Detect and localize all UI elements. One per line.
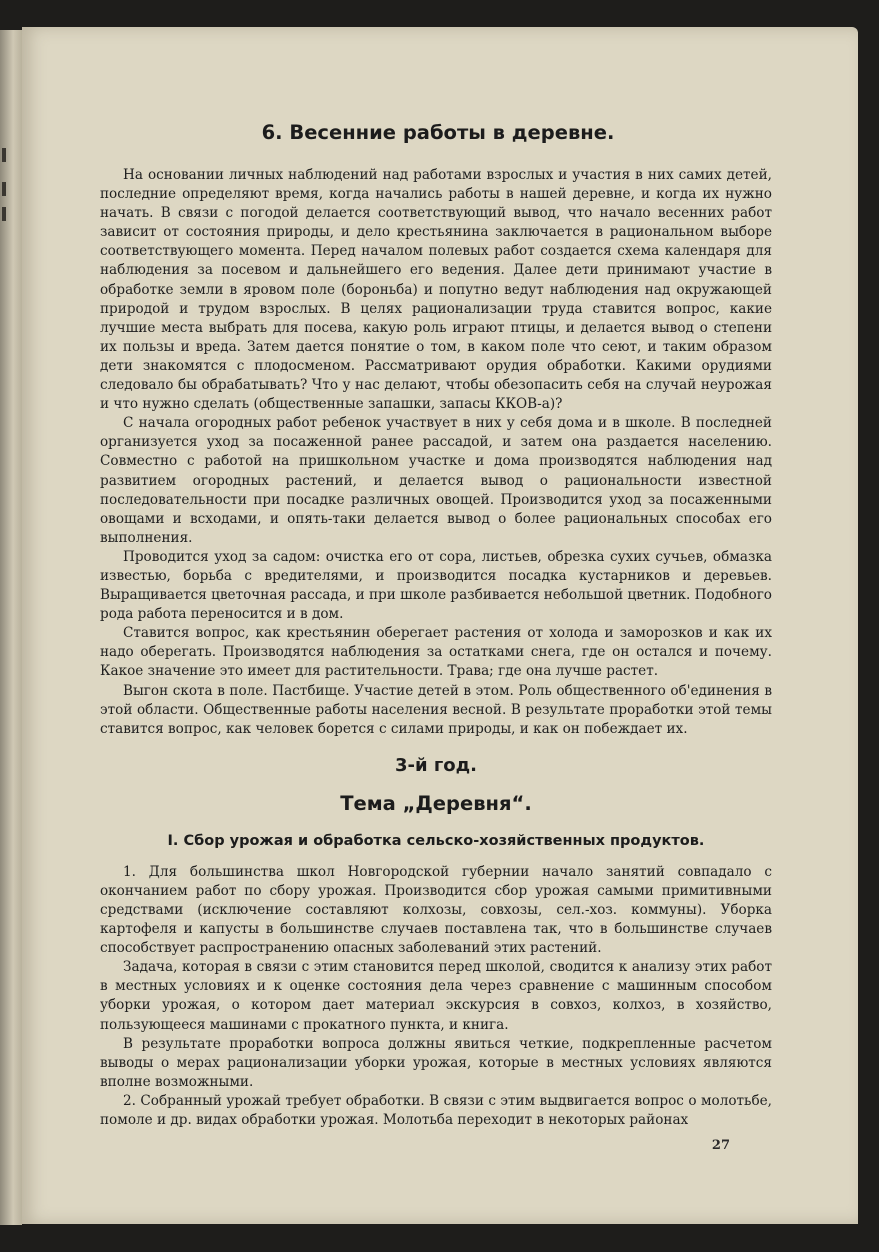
- subsection-body: [100, 863, 772, 1130]
- left-page-text-fragment: [2, 148, 6, 162]
- paragraph: С начала огородных работ ребенок участвует в них у себя дома и в школе. В последней организуется уход за посаженной ранее рассадой, и затем она раздается населению. Совместно с работой на пришкольном участке и дома производятся наблюдения над развитием огородных растений, и делается вывод о рациональности известной последовательности при посадке различных овощей. Производится уход за посаженными овощами и всходами, и опять-таки делается вывод о более рациональных способах его выполнения.: [100, 415, 772, 546]
- paragraph: На основании личных наблюдений над работами взрослых и участия в них самих детей, последние определяют время, когда начались работы в нашей деревне, и когда их нужно начать. В связи с погодой делается соответствующий вывод, что начало весенних работ зависит от состояния природы, и дело крестьянина заключается в рациональном выборе соответствующего момента. Перед началом полевых работ создается схема календаря для наблюдения за посевом и дальнейшего его ведения. Далее дети принимают участие в обработке земли в яровом поле (бороньба) и попутно ведут наблюдения над окружающей природой и трудом взрослых. В целях рационализации труда ставится вопрос, какие лучшие места выбрать для посева, какую роль играют птицы, и делается вывод о степени их пользы и вреда. Затем дается понятие о том, в каком поле что сеют, и таким образом дети знакомятся с плодосменом. Рассматривают орудия обработки. Какими орудиями следовало бы обрабатывать? Что у нас делают, чтобы обезопасить себя на случай неурожая и что нужно сделать (общественные запашки, запасы ККОВ-а)?: [100, 167, 772, 413]
- book-page: [22, 27, 858, 1224]
- paragraph: Проводится уход за садом: очистка его от сора, листьев, обрезка сухих сучьев, обмазка известью, борьба с вредителями, и производится посадка кустарников и деревьев. Выращивается цветочная рассада, и при школе разбивается небольшой цветник. Подобного рода работа переносится и в дом.: [100, 548, 772, 623]
- paragraph: Задача, которая в связи с этим становится перед школой, сводится к анализу этих работ в местных условиях и к оценке состояния дела через сравнение с машинным способом уборки урожая, о котором дает материал экскурсия в совхоз, колхоз, в хозяйство, пользующееся машинами с прокатного пункта, и книга.: [100, 959, 772, 1033]
- paragraph: 1. Для большинства школ Новгородской губернии начало занятий совпадало с окончанием работ по сбору урожая. Производится сбор урожая самыми примитивными средствами (исключение составляют колхозы, совхозы, сел.-хоз. коммуны). Уборка картофеля и капусты в большинстве случаев поставлена так, что в большинстве случаев способствует распространению опасных заболеваний этих растений.: [100, 863, 772, 957]
- left-page-text-fragment: [2, 182, 6, 196]
- subsection-title: I. Сбор урожая и обработка сельско-хозяйственных продуктов.: [167, 832, 705, 849]
- page-number: 27: [711, 1138, 730, 1153]
- theme-heading: Тема „Деревня“.: [340, 791, 532, 815]
- paragraph: Ставится вопрос, как крестьянин оберегает растения от холода и заморозков и как их надо оберегать. Производятся наблюдения за остатками снега, где он остался и почему. Какое значение это имеет для растительности. Трава; где она лучше растет.: [100, 625, 772, 680]
- left-page-text-fragment: [2, 207, 6, 221]
- section-body: [100, 166, 772, 739]
- paragraph: В результате проработки вопроса должны явиться четкие, подкрепленные расчетом выводы о мерах рационализации уборки урожая, которые в местных условиях являются вполне возможными.: [100, 1035, 772, 1090]
- year-heading: 3-й год.: [394, 754, 478, 776]
- paragraph: Выгон скота в поле. Пастбище. Участие детей в этом. Роль общественного об'единения в этой области. Общественные работы населения весной. В результате проработки этой темы ставится вопрос, как человек борется с силами природы, и как он побеждает их.: [100, 682, 772, 737]
- page-content: [100, 121, 772, 1130]
- left-page-edge: [0, 30, 22, 1225]
- section-title: 6. Весенние работы в деревне.: [261, 121, 615, 144]
- paragraph: 2. Собранный урожай требует обработки. В связи с этим выдвигается вопрос о молотьбе, помоле и др. видах обработки урожая. Молотьба переходит в некоторых районах: [100, 1092, 772, 1129]
